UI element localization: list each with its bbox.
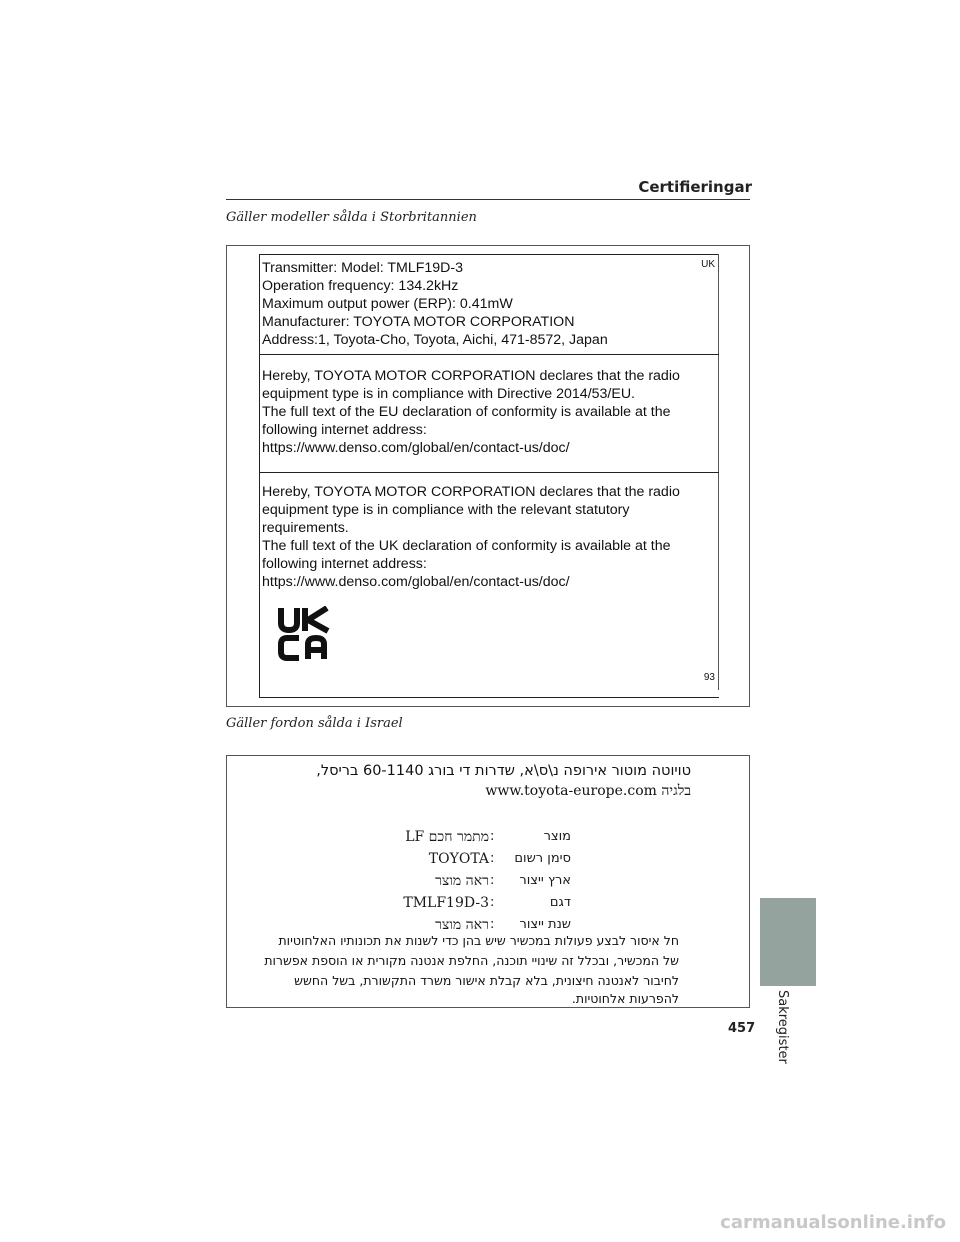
section-title: Certifieringar	[638, 178, 752, 196]
label-line: following internet address:	[262, 422, 427, 438]
spec-value: TOYOTA	[428, 851, 489, 867]
regulatory-notice	[294, 971, 679, 991]
label-line: https://www.denso.com/global/en/contact-us/doc/	[262, 440, 570, 456]
spec-key: דגם	[549, 895, 571, 910]
watermark: carmanualsonline.info	[720, 1212, 946, 1233]
label-line: The full text of the EU declaration of conformity is available at the	[262, 404, 671, 420]
importer-address: טויוטה מוטור אירופה נ\ס\א, שדרות די בורג 60-1140 בריסל,	[316, 763, 691, 779]
spec-row	[227, 895, 751, 917]
spec-row	[227, 873, 751, 895]
spec-value: ראה מוצר	[435, 917, 489, 933]
regulatory-notice	[278, 931, 679, 951]
spec-value: ראה מוצר	[435, 873, 489, 889]
notice-line: לחיבור לאנטנה חיצונית, בלא קבלת אישור משרד התקשורת, בשל החשש	[294, 973, 679, 988]
label-divider	[259, 354, 719, 355]
spec-key: מוצר	[543, 829, 571, 844]
transmitter-info	[262, 259, 608, 349]
eu-declaration	[262, 367, 680, 457]
spec-key: ארץ ייצור	[519, 873, 571, 888]
label-line: Operation frequency: 134.2kHz	[262, 278, 459, 294]
spec-value: מתמר חכם LF	[405, 829, 489, 845]
uk-corner-tag: UK	[701, 259, 715, 270]
label-line: Hereby, TOYOTA MOTOR CORPORATION declares that the radio	[262, 368, 680, 384]
label-line: Address:1, Toyota-Cho, Toyota, Aichi, 471-8572, Japan	[262, 332, 608, 348]
label-line: Transmitter: Model: TMLF19D-3	[262, 260, 464, 276]
notice-line: של המכשיר, ובכלל זה שינויי תוכנה, החלפת אנטנה מקורית או הוספת אפשרות	[264, 953, 679, 968]
importer-country-url: בלגיה www.toyota-europe.com	[485, 783, 691, 799]
spec-key: שנת ייצור	[519, 917, 571, 932]
israel-label-figure	[226, 755, 750, 1008]
spec-colon: :	[490, 851, 495, 866]
label-line: Hereby, TOYOTA MOTOR CORPORATION declares that the radio	[262, 484, 680, 500]
uk-declaration	[262, 483, 680, 591]
spec-value: TMLF19D-3	[403, 895, 489, 911]
label-line: following internet address:	[262, 556, 427, 572]
spec-colon: :	[490, 829, 495, 844]
regulatory-notice	[264, 951, 679, 971]
page-number: 457	[728, 1021, 756, 1036]
label-line: Manufacturer: TOYOTA MOTOR CORPORATION	[262, 314, 575, 330]
spec-row	[227, 829, 751, 851]
caption-israel: Gäller fordon sålda i Israel	[226, 716, 403, 731]
notice-line: להפרעות אלחוטיות.	[571, 991, 679, 1006]
label-line: requirements.	[262, 520, 349, 536]
uk-label-figure	[226, 245, 750, 707]
header-rule	[226, 199, 750, 200]
label-line: Maximum output power (ERP): 0.41mW	[262, 296, 513, 312]
spec-colon: :	[490, 895, 495, 910]
label-divider	[259, 472, 719, 473]
notice-line: חל איסור לבצע פעולות במכשיר שיש בהן כדי לשנות את תכונותיו האלחוטיות	[278, 933, 679, 948]
label-number-tag: 93	[703, 672, 715, 683]
label-line: equipment type is in compliance with the relevant statutory	[262, 502, 630, 518]
spec-colon: :	[490, 873, 495, 888]
label-border-left	[259, 254, 260, 698]
label-line: The full text of the UK declaration of conformity is available at the	[262, 538, 671, 554]
chapter-tab[interactable]	[760, 898, 816, 986]
spec-row	[227, 851, 751, 873]
label-line: https://www.denso.com/global/en/contact-us/doc/	[262, 574, 570, 590]
spec-colon: :	[490, 917, 495, 932]
label-line: equipment type is in compliance with Directive 2014/53/EU.	[262, 386, 636, 402]
uk-label	[259, 254, 719, 698]
label-border-bottom	[259, 697, 719, 698]
caption-uk: Gäller modeller sålda i Storbritannien	[226, 210, 477, 225]
label-border-top	[259, 254, 719, 255]
chapter-tab-label: Sakregister	[775, 990, 790, 1064]
spec-key: סימן רשום	[514, 851, 571, 866]
regulatory-notice	[572, 989, 679, 1009]
ukca-mark-icon	[277, 606, 333, 662]
